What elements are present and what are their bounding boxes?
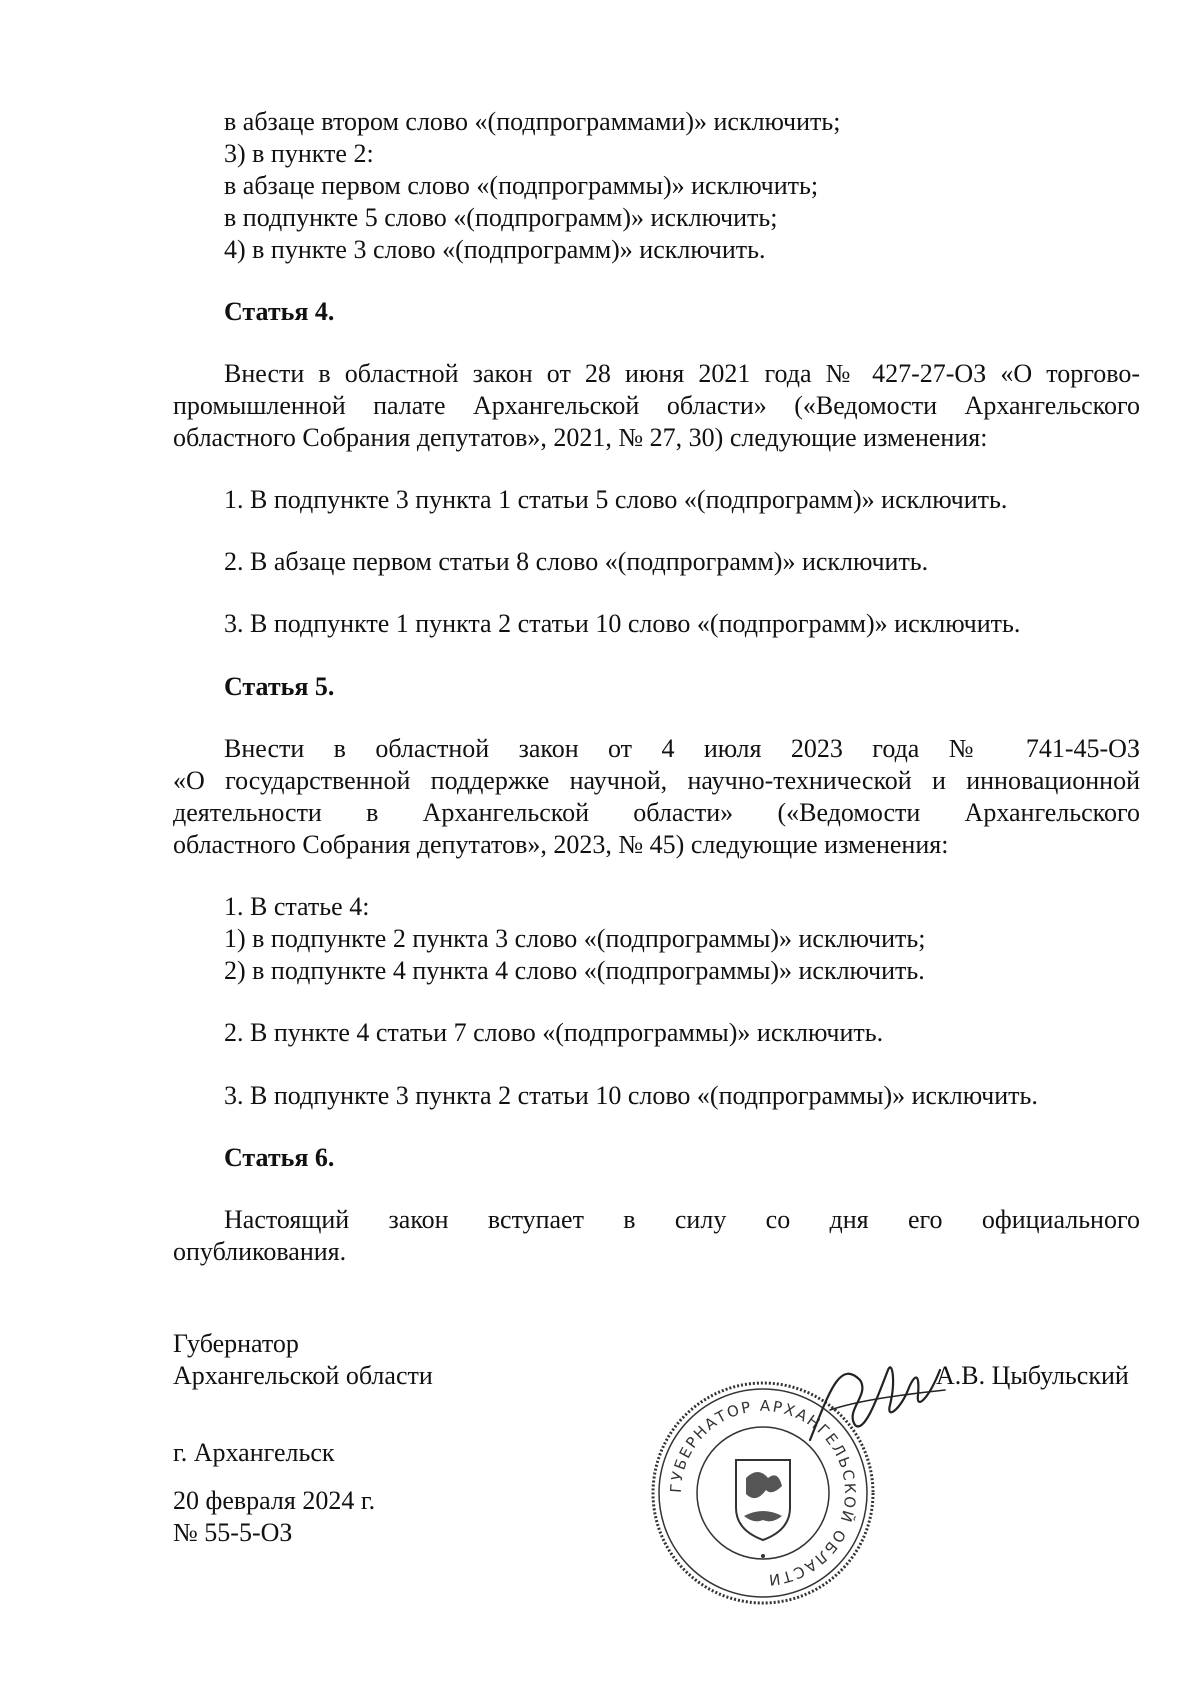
art4-intro-line-2: промышленной палате Архангельской области» («Ведомости Архангельского [173,391,1140,420]
article-6-heading: Статья 6. [224,1143,335,1172]
art5-intro-line-2: «О государственной поддержке научной, научно-технической и инновационной [173,766,1140,795]
position-line-2: Архангельской области [173,1361,433,1390]
art6-text-line-1: Настоящий закон вступает в силу со дня его официального [224,1205,1140,1234]
signing-city: г. Архангельск [173,1438,335,1467]
art3-line-1: в абзаце втором слово «(подпрограммами)» исключить; [224,107,841,136]
handwritten-signature-icon [800,1350,950,1450]
art5-intro-line-4: областного Собрания депутатов», 2023, № 45) следующие изменения: [173,830,949,859]
art4-item-3: 3. В подпункте 1 пункта 2 статьи 10 слово «(подпрограмм)» исключить. [224,609,1021,638]
art4-item-2: 2. В абзаце первом статьи 8 слово «(подпрограмм)» исключить. [224,547,929,576]
signing-date: 20 февраля 2024 г. [173,1486,376,1515]
article-4-heading: Статья 4. [224,297,335,326]
art5-item-1: 1. В статье 4: [224,892,370,921]
art4-intro-line-3: областного Собрания депутатов», 2021, № 27, 30) следующие изменения: [173,423,988,452]
art3-line-3: в абзаце первом слово «(подпрограммы)» исключить; [224,171,819,200]
art3-line-4: в подпункте 5 слово «(подпрограмм)» исключить; [224,203,778,232]
art5-item-1-sub-1: 1) в подпункте 2 пункта 3 слово «(подпрограммы)» исключить; [224,924,926,953]
art3-line-5: 4) в пункте 3 слово «(подпрограмм)» исключить. [224,235,766,264]
law-number: № 55-5-ОЗ [173,1518,293,1547]
art6-text-line-2: опубликования. [173,1237,347,1266]
art5-item-3: 3. В подпункте 3 пункта 2 статьи 10 слово «(подпрограммы)» исключить. [224,1081,1038,1110]
signatory-name: А.В. Цыбульский [936,1361,1129,1390]
art5-intro-line-3: деятельности в Архангельской области» («Ведомости Архангельского [173,798,1140,827]
position-line-1: Губернатор [173,1329,299,1358]
art5-item-2: 2. В пункте 4 статьи 7 слово «(подпрограммы)» исключить. [224,1018,884,1047]
art5-intro-line-1: Внести в областной закон от 4 июля 2023 года № 741-45-ОЗ [224,734,1140,763]
art4-item-1: 1. В подпункте 3 пункта 1 статьи 5 слово «(подпрограмм)» исключить. [224,485,1008,514]
art3-line-2: 3) в пункте 2: [224,139,374,168]
article-5-heading: Статья 5. [224,672,335,701]
art4-intro-line-1: Внести в областной закон от 28 июня 2021 года № 427-27-ОЗ «О торгово- [224,359,1140,388]
art5-item-1-sub-2: 2) в подпункте 4 пункта 4 слово «(подпрограммы)» исключить. [224,956,925,985]
seal-text: ГУБЕРНАТОР АРХАНГЕЛЬСКОЙ ОБЛАСТИ [666,1396,860,1590]
